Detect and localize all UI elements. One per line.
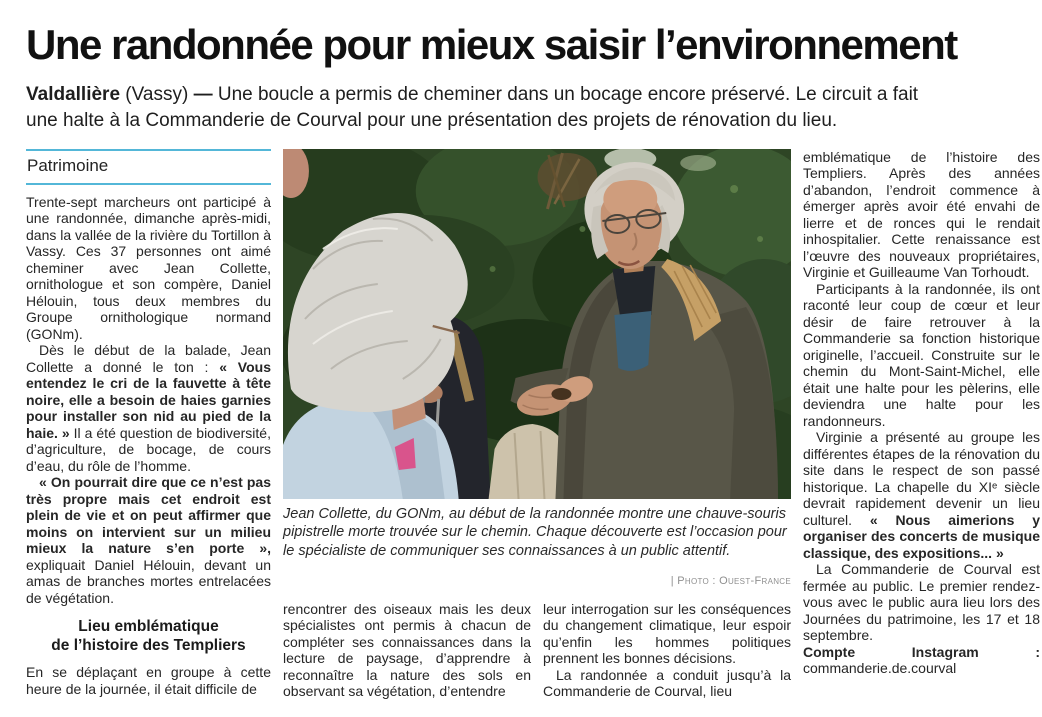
lead-paragraph bbox=[26, 82, 946, 134]
article-photo bbox=[283, 149, 791, 499]
center-text-columns bbox=[283, 601, 791, 700]
paragraph-text: expliquait Daniel Hélouin, devant un amas de branches mortes entrelacées de végétation. bbox=[26, 556, 271, 606]
lead-location: Valdallière bbox=[26, 83, 121, 105]
section-subhead bbox=[32, 617, 265, 655]
article-paragraph: rencontrer des oiseaux mais les deux spécialistes ont permis à chacun de compléter ses connaissances dans la lecture de paysage, d’apprendre à reconnaître la nature des sols en observant sa végétation, d’entendre bbox=[283, 600, 531, 700]
left-column bbox=[26, 149, 271, 700]
photo-illustration bbox=[283, 149, 791, 499]
article-paragraph: La Commanderie de Courval est fermée au public. Le premier rendez-vous avec le public aura lieu lors des Journées du patrimoine, les 17 et 18 septembre. bbox=[803, 561, 1040, 644]
photo-caption: Jean Collette, du GONm, au début de la randonnée montre une chauve-souris pipistrelle morte trouvée sur le chemin. Chaque découverte est l’occasion pour le spécialiste de communiquer ses connaissances à un public attentif. bbox=[283, 505, 787, 559]
subhead-line: de l’histoire des Templiers bbox=[51, 637, 246, 655]
article-columns bbox=[0, 149, 1042, 700]
lead-text: Une boucle a permis de cheminer dans un bocage encore préservé. Le circuit a fait une halte à la Commanderie de Courval pour une présentation des projets de rénovation du lieu. bbox=[26, 83, 919, 131]
bold-quote: « Nous aimerions y organiser des concerts de musique classique, des expositions... » bbox=[803, 511, 1040, 561]
headline: Une randonnée pour mieux saisir l’environnement bbox=[26, 21, 957, 68]
middle-column-2 bbox=[543, 601, 791, 700]
article-paragraph: emblématique de l’histoire des Templiers. Après des années d’abandon, l’endroit commence à émerger après avoir été envahi de lierre et de ronces qui le rendait inhospitalier. Cette renaissance est l’œuvre des nouveaux propriétaires, Virginie et Guilleaume Van Torhoudt. bbox=[803, 148, 1040, 281]
right-column bbox=[803, 149, 1040, 700]
paragraph-text: Virginie a présenté au groupe les différentes étapes de la rénovation du site dans le respect de son passé historique. La chapelle du XIᵉ siècle devrait rapidement devenir un lieu culturel. bbox=[803, 429, 1040, 528]
article-paragraph: La randonnée a conduit jusqu’à la Commanderie de Courval, lieu bbox=[543, 666, 791, 700]
article-paragraph: Trente-sept marcheurs ont participé à une randonnée, dimanche après-midi, dans la vallée de la rivière du Tortillon à Vassy. Ces 37 personnes ont aimé cheminer avec Jean Collette, ornithologue et son compère, Daniel Hélouin, tous deux membres du Groupe ornithologique normand (GONm). bbox=[26, 193, 271, 342]
bold-quote: « Vous entendez le cri de la fauvette à tête noire, elle a besoin de haies garnies pour installer son nid au pied de la haie. » bbox=[26, 358, 271, 441]
article-paragraph: Participants à la randonnée, ils ont raconté leur coup de cœur et leur désir de faire retrouver à la Commanderie sa fonction historique originelle, l’accueil. Construite sur le chemin du Mont-Saint-Michel, elle était une halte pour les pèlerins, elle deviendra une halte pour les randonneurs. bbox=[803, 280, 1040, 429]
article-paragraph bbox=[26, 474, 271, 606]
article-paragraph bbox=[803, 429, 1040, 561]
lead-dash: — bbox=[193, 83, 213, 105]
article-paragraph: En se déplaçant en groupe à cette heure de la journée, il était difficile de bbox=[26, 664, 271, 697]
middle-column-1 bbox=[283, 601, 531, 700]
bold-quote: « On pourrait dire que ce n’est pas très propre mais cet endroit est plein de vie et on peut affirmer que moins on intervient sur un milieu mieux la nature s’en porte », bbox=[26, 474, 271, 557]
photo-credit: | Photo : Ouest-France bbox=[670, 574, 791, 587]
paragraph-text: Il a été question de biodiversité, d’agriculture, de bocage, de cours d’eau, du rôle de l’homme. bbox=[26, 424, 271, 474]
article-paragraph: leur interrogation sur les conséquences du changement climatique, leur espoir qu’enfin les hommes politiques prennent les bonnes décisions. bbox=[543, 600, 791, 667]
subhead-line: Lieu emblématique bbox=[78, 618, 219, 636]
article-header bbox=[0, 0, 1042, 134]
rubric-label: Patrimoine bbox=[27, 155, 109, 175]
center-column bbox=[283, 149, 791, 700]
paragraph-text: Dès le début de la balade, Jean Collette a donné le ton : bbox=[26, 342, 271, 375]
article-paragraph bbox=[26, 342, 271, 474]
instagram-line bbox=[803, 644, 1040, 677]
instagram-label: Compte Instagram : bbox=[803, 643, 1040, 660]
rubric bbox=[26, 149, 271, 185]
instagram-handle: commanderie.de.courval bbox=[803, 660, 957, 677]
lead-region: (Vassy) bbox=[125, 83, 189, 105]
